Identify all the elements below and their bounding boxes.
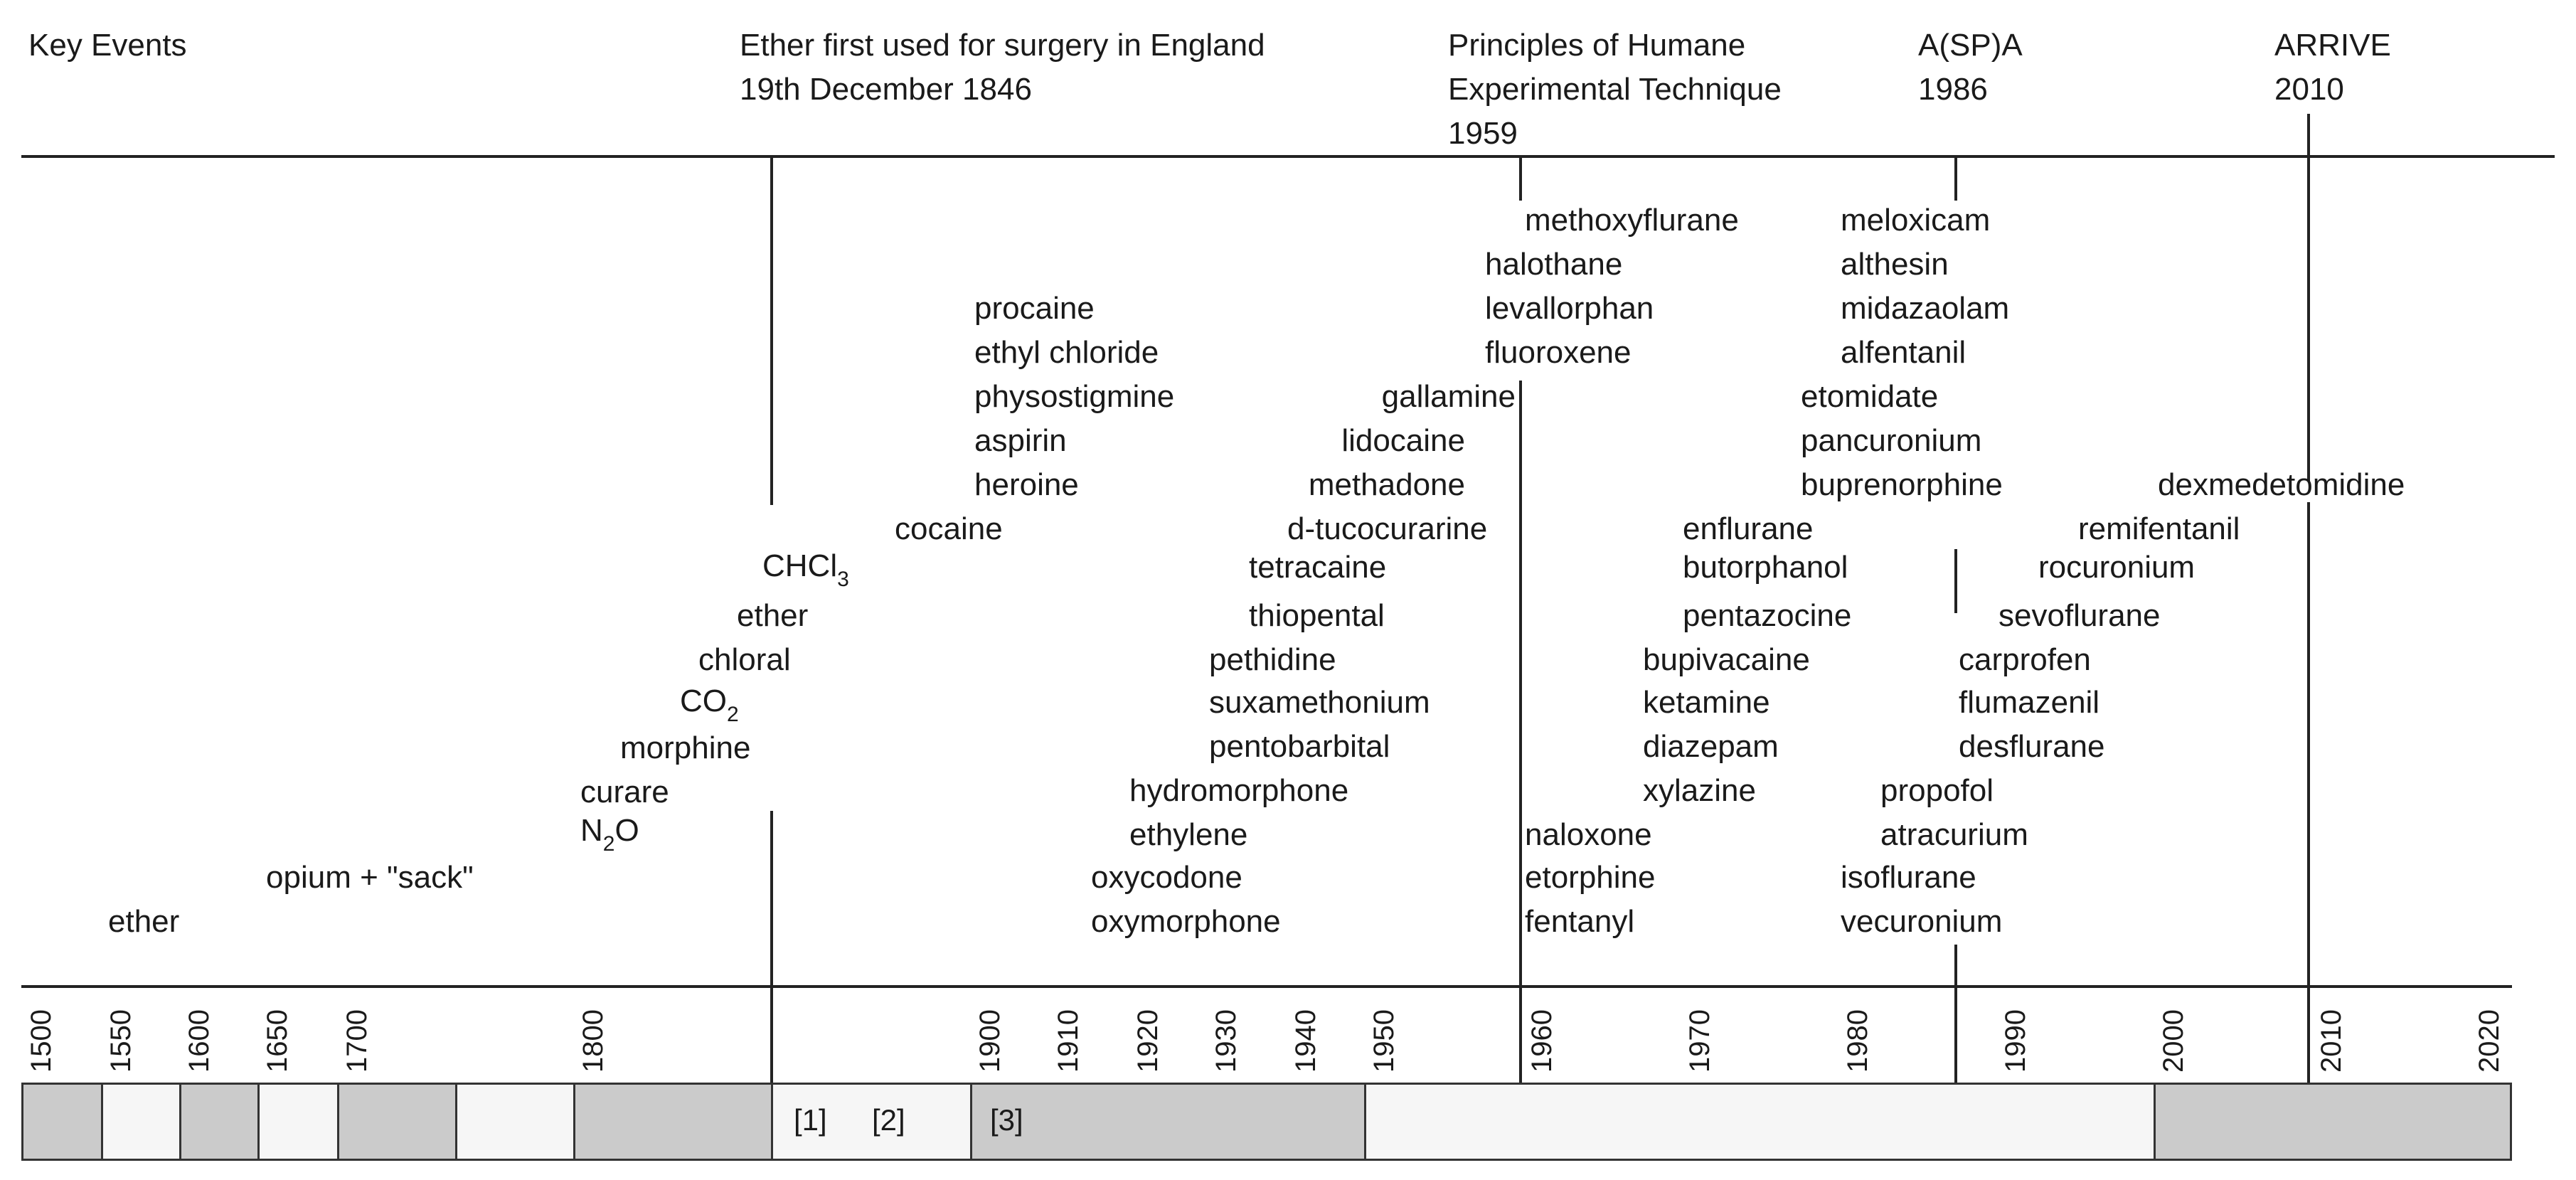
drug-n2o: $N_2O$: [580, 813, 639, 856]
event-arrive-year: 2010: [2274, 72, 2344, 107]
drug-ether-1540: ether: [108, 904, 180, 939]
event-humane-line2: Experimental Technique: [1448, 72, 1782, 107]
period-label-3: [3]: [990, 1103, 1023, 1137]
drug-rocuronium: rocuronium: [2038, 550, 2196, 585]
event-arrive-title: ARRIVE: [2274, 28, 2391, 63]
drug-remifentanil: remifentanil: [2078, 511, 2240, 546]
drug-methadone: methadone: [1308, 467, 1465, 502]
drug-heroine: heroine: [974, 467, 1079, 502]
period-cell-2000: [2154, 1083, 2512, 1161]
drug-ether-1846: ether: [737, 598, 809, 633]
event-humane-year: 1959: [1448, 116, 1518, 151]
event-line-1959-upper: [1519, 156, 1522, 201]
year-tick-1970: 1970: [1684, 1009, 1715, 1073]
event-line-2010-lower: [2307, 502, 2310, 1083]
drug-pentobarbital: pentobarbital: [1209, 729, 1390, 764]
year-tick-1920: 1920: [1132, 1009, 1164, 1073]
drug-isoflurane: isoflurane: [1841, 860, 1976, 895]
period-cell-1750: [455, 1083, 573, 1161]
drug-opium-sack: opium + "sack": [266, 860, 474, 895]
event-asp-act-year: 1986: [1918, 72, 1988, 107]
drug-aspirin: aspirin: [974, 423, 1067, 458]
year-tick-1910: 1910: [1053, 1009, 1084, 1073]
drug-tetracaine: tetracaine: [1249, 550, 1387, 585]
period-cell-1950: [1364, 1083, 2154, 1161]
event-asp-act-title: A(SP)A: [1918, 28, 2023, 63]
drug-bupivacaine: bupivacaine: [1643, 642, 1810, 677]
drug-methoxyflurane: methoxyflurane: [1525, 203, 1739, 238]
year-tick-1800: 1800: [578, 1009, 609, 1073]
drug-propofol: propofol: [1880, 773, 1994, 808]
year-tick-2000: 2000: [2158, 1009, 2189, 1073]
drug-chloral: chloral: [698, 642, 791, 677]
event-line-2010-upper: [2307, 114, 2310, 481]
event-line-1986-upper: [1954, 156, 1957, 201]
drug-midazaolam: midazaolam: [1841, 291, 2010, 326]
year-tick-2020: 2020: [2474, 1009, 2505, 1073]
drug-carprofen: carprofen: [1959, 642, 2091, 677]
year-tick-1500: 1500: [26, 1009, 57, 1073]
period-cell-1700: [337, 1083, 455, 1161]
drug-cocaine: cocaine: [895, 511, 1003, 546]
drug-naloxone: naloxone: [1525, 817, 1652, 852]
drug-atracurium: atracurium: [1880, 817, 2028, 852]
year-tick-1980: 1980: [1842, 1009, 1873, 1073]
drug-ethyl-chloride: ethyl chloride: [974, 335, 1159, 370]
drug-flumazenil: flumazenil: [1959, 685, 2100, 720]
drug-diazepam: diazepam: [1643, 729, 1779, 764]
period-cell-1650: [257, 1083, 337, 1161]
drug-levallorphan: levallorphan: [1485, 291, 1654, 326]
event-ether-surgery-title: Ether first used for surgery in England: [740, 28, 1265, 63]
key-events-heading: Key Events: [28, 28, 187, 63]
period-label-1: [1]: [794, 1103, 827, 1137]
drug-oxymorphone: oxymorphone: [1091, 904, 1281, 939]
drug-thiopental: thiopental: [1249, 598, 1385, 633]
drug-alfentanil: alfentanil: [1841, 335, 1966, 370]
drug-ethylene: ethylene: [1129, 817, 1248, 852]
drug-ketamine: ketamine: [1643, 685, 1770, 720]
drug-fluoroxene: fluoroxene: [1485, 335, 1632, 370]
year-tick-1950: 1950: [1368, 1009, 1400, 1073]
year-tick-2010: 2010: [2316, 1009, 2347, 1073]
drug-pentazocine: pentazocine: [1683, 598, 1852, 633]
year-tick-1650: 1650: [262, 1009, 293, 1073]
drug-halothane: halothane: [1485, 247, 1623, 282]
drug-pethidine: pethidine: [1209, 642, 1336, 677]
drug-curare: curare: [580, 775, 669, 809]
drug-dexmedetomidine: dexmedetomidine: [2158, 467, 2405, 502]
drug-chcl3: CHCl$_3$: [762, 548, 849, 591]
drug-morphine: morphine: [620, 730, 751, 765]
event-humane-line1: Principles of Humane: [1448, 28, 1746, 63]
year-tick-1930: 1930: [1210, 1009, 1242, 1073]
drug-enflurane: enflurane: [1683, 511, 1814, 546]
drug-procaine: procaine: [974, 291, 1095, 326]
header-divider-line: [21, 155, 2555, 158]
drug-d-tucocurarine: d-tucocurarine: [1287, 511, 1488, 546]
year-tick-1700: 1700: [341, 1009, 373, 1073]
drug-lidocaine: lidocaine: [1341, 423, 1465, 458]
drug-oxycodone: oxycodone: [1091, 860, 1242, 895]
year-tick-1940: 1940: [1290, 1009, 1321, 1073]
drug-etorphine: etorphine: [1525, 860, 1656, 895]
year-tick-1600: 1600: [183, 1009, 215, 1073]
axis-top-line: [21, 985, 2512, 988]
event-line-1846-lower: [770, 811, 773, 1083]
drug-fentanyl: fentanyl: [1525, 904, 1635, 939]
drug-xylazine: xylazine: [1643, 773, 1756, 808]
drug-meloxicam: meloxicam: [1841, 203, 1991, 238]
drug-buprenorphine: buprenorphine: [1801, 467, 2003, 502]
event-line-1986-lower: [1954, 945, 1957, 1083]
event-line-1959-lower: [1519, 381, 1522, 1083]
period-cell-1500: [21, 1083, 101, 1161]
period-cell-1800: [573, 1083, 771, 1161]
drug-hydromorphone: hydromorphone: [1129, 773, 1349, 808]
period-cell-1600: [179, 1083, 257, 1161]
drug-suxamethonium: suxamethonium: [1209, 685, 1430, 720]
year-tick-1550: 1550: [105, 1009, 137, 1073]
drug-althesin: althesin: [1841, 247, 1949, 282]
period-cell-1550: [101, 1083, 179, 1161]
year-tick-1990: 1990: [2000, 1009, 2031, 1073]
drug-butorphanol: butorphanol: [1683, 550, 1848, 585]
event-ether-surgery-date: 19th December 1846: [740, 72, 1032, 107]
drug-co2: $CO_2$: [680, 684, 739, 726]
period-cell-1900: [970, 1083, 1364, 1161]
drug-physostigmine: physostigmine: [974, 379, 1175, 414]
drug-gallamine: gallamine: [1381, 379, 1516, 414]
drug-desflurane: desflurane: [1959, 729, 2105, 764]
drug-sevoflurane: sevoflurane: [1998, 598, 2161, 633]
year-tick-1960: 1960: [1526, 1009, 1558, 1073]
event-line-1846-upper: [770, 156, 773, 505]
drug-pancuronium: pancuronium: [1801, 423, 1982, 458]
year-tick-1900: 1900: [974, 1009, 1006, 1073]
drug-etomidate: etomidate: [1801, 379, 1939, 414]
event-line-1986-mid: [1954, 549, 1957, 613]
period-label-2: [2]: [872, 1103, 905, 1137]
drug-vecuronium: vecuronium: [1841, 904, 2003, 939]
